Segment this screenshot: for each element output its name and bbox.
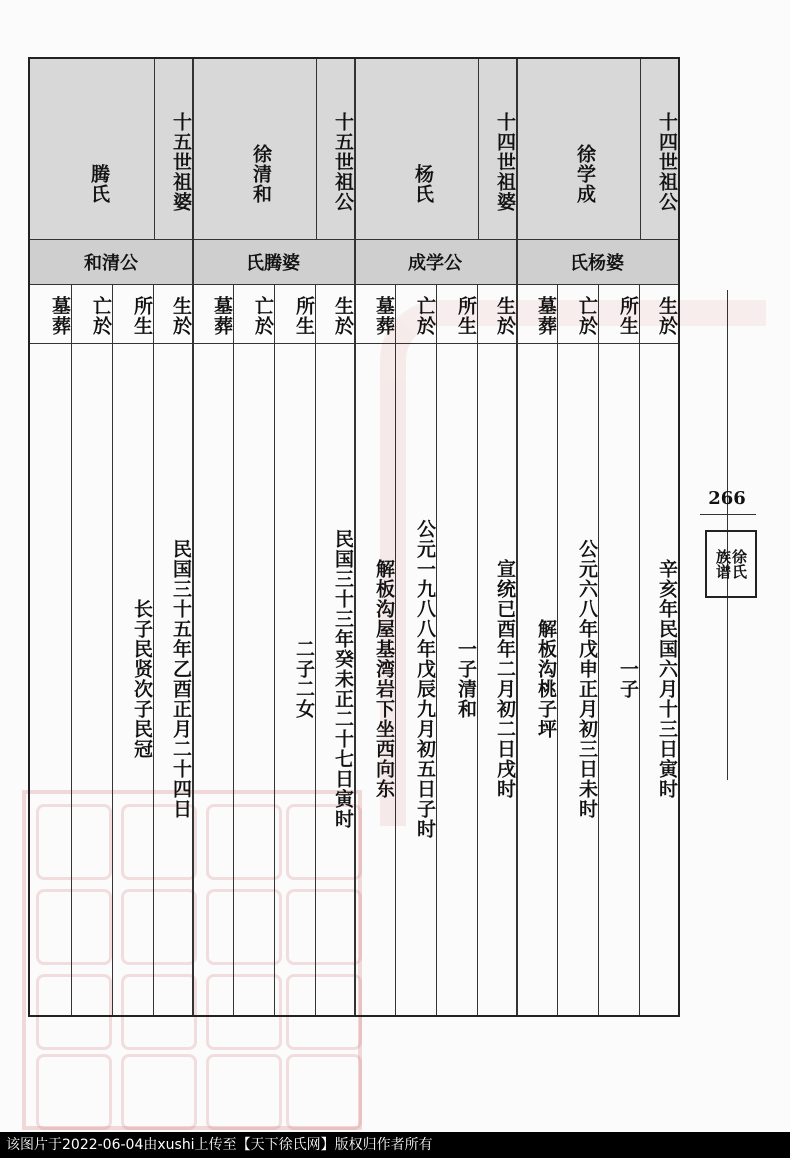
row-label: 墓葬 [211,296,233,336]
row-label: 所生 [131,296,153,336]
row-value: 解板沟屋基湾岩下坐西向东 [373,559,395,799]
row-label: 亡於 [90,296,112,336]
row-value [234,349,274,1009]
divider [233,284,234,1015]
row-value: 一子 [617,659,639,699]
row-value: 长子民贤次子民冠 [131,599,153,759]
spouse-label: 成学公 [408,252,462,274]
row-label: 亡於 [414,296,436,336]
row-label: 所生 [455,296,477,336]
row-value: 宣统已酉年二月初二日戌时 [494,559,516,799]
divider [477,284,478,1015]
row-label: 所生 [293,296,315,336]
group-divider [516,59,518,1015]
brand-text: 徐氏 [730,549,748,579]
divider [315,284,316,1015]
brand-box [705,530,757,598]
row-value: 二子二女 [293,639,315,719]
divider [112,284,113,1015]
row-value: 一子清和 [455,639,477,719]
spouse-label: 和清公 [84,252,138,274]
page-number: 266 [708,488,746,509]
row-label: 墓葬 [373,296,395,336]
group-divider [192,59,194,1015]
divider [395,284,396,1015]
ancestor-name: 徐学成 [574,144,596,204]
ancestor-name: 腾氏 [88,164,110,204]
row-label: 生於 [332,296,354,336]
row-label: 生於 [170,296,192,336]
row-value: 解板沟桃子坪 [535,619,557,739]
divider [316,59,317,239]
row-value [31,349,71,1009]
row-value [72,349,112,1009]
row-label: 生於 [494,296,516,336]
row-value: 公元六八年戊申正月初三日未时 [576,539,598,819]
divider [557,284,558,1015]
row-value: 公元一九八八年戊辰九月初五日子时 [414,519,436,839]
group-divider [354,59,356,1015]
divider [71,284,72,1015]
row-label: 墓葬 [49,296,71,336]
divider [478,59,479,239]
generation-title: 十五世祖婆 [170,112,192,212]
row-label: 亡於 [576,296,598,336]
brand-text: 族谱 [714,549,732,579]
row-label: 墓葬 [535,296,557,336]
row-label: 亡於 [252,296,274,336]
divider [640,59,641,239]
generation-title: 十五世祖公 [332,112,354,212]
row-value [193,349,233,1009]
row-label: 所生 [617,296,639,336]
row-label: 生於 [656,296,678,336]
row-value: 民国三十五年乙酉正月二十四日 [170,539,192,819]
row-value: 民国三十三年癸未正二十七日寅时 [332,529,354,829]
upload-footer: 该图片于2022-06-04由xushi上传至【天下徐氏网】版权归作者所有 [0,1132,790,1158]
divider [598,284,599,1015]
generation-title: 十四世祖公 [656,112,678,212]
divider [153,284,154,1015]
divider [154,59,155,239]
divider [436,284,437,1015]
generation-title: 十四世祖婆 [494,112,516,212]
divider [639,284,640,1015]
spouse-label: 氏杨婆 [570,252,624,274]
spouse-label: 氏腾婆 [246,252,300,274]
ancestor-name: 杨氏 [412,164,434,204]
ancestor-name: 徐清和 [250,144,272,204]
divider [700,514,756,515]
divider [274,284,275,1015]
genealogy-table [28,57,680,1017]
row-value: 辛亥年民国六月十三日寅时 [656,559,678,799]
